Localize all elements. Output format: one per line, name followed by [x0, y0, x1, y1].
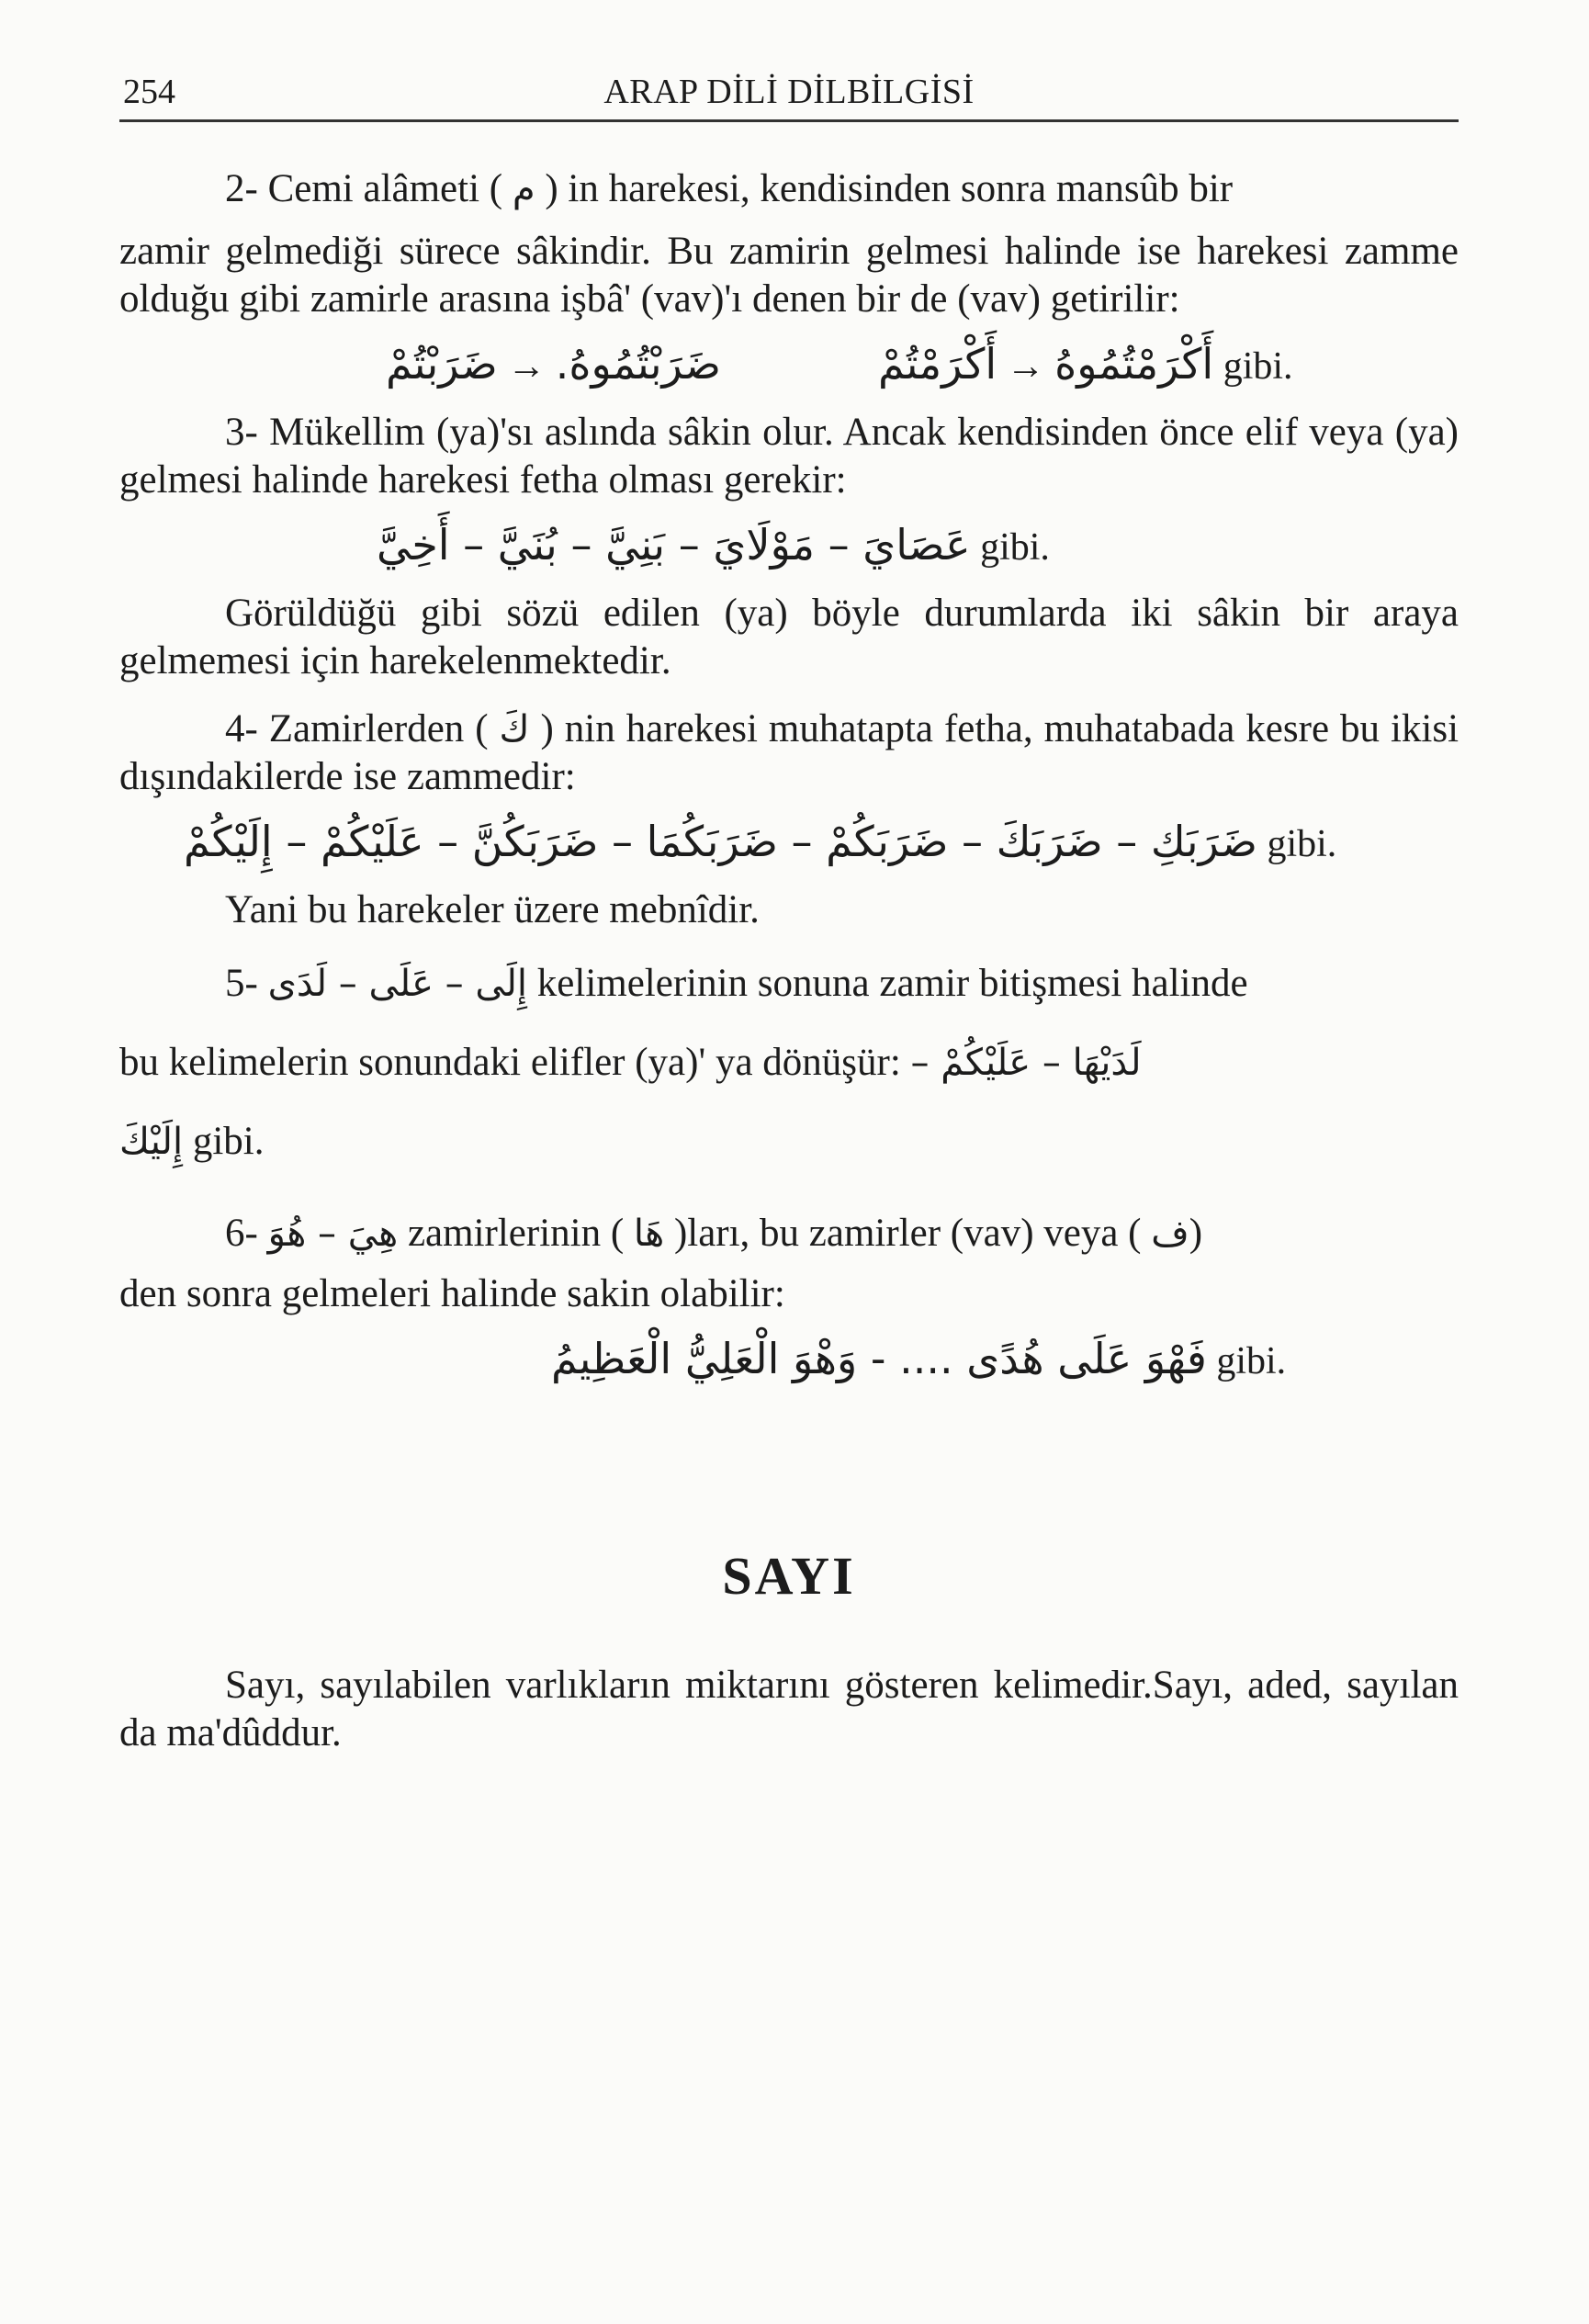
item-3-gibi: gibi.	[980, 526, 1050, 569]
item-4-note: Yani bu harekeler üzere mebnîdir.	[225, 888, 760, 931]
item-2-sign: م	[512, 168, 535, 210]
item-2-rest: ) in harekesi, kendisinden sonra mansûb bir	[545, 167, 1234, 210]
page-number: 254	[123, 73, 175, 111]
item-6-examples	[119, 1322, 1459, 1398]
item-6-first-line	[119, 1210, 1459, 1258]
item-6-rest-3: )	[1189, 1212, 1203, 1255]
arrow-icon: →	[507, 345, 547, 388]
item-2-gibi: gibi.	[1223, 345, 1293, 388]
item-6-sign: هَا	[633, 1213, 665, 1255]
item-6-second-line: den sonra gelmeleri halinde sakin olabilir:	[119, 1272, 785, 1315]
item-6-gibi: gibi.	[1216, 1340, 1287, 1382]
item-5-example-1: لَدَيْهَا – عَلَيْكُمْ –	[910, 1042, 1142, 1084]
item-5-arabic-words: إِلَى – عَلَى – لَدَى	[267, 963, 528, 1005]
item-5-number: 5-	[225, 962, 258, 1005]
item-2-paragraph: zamir gelmediği sürece sâkindir. Bu zamirin gelmesi halinde ise harekesi zamme olduğu gibi zamirle arasına işbâ' (vav)'ı denen bir de (vav) getirilir:	[119, 230, 1459, 321]
item-6-arabic-examples: فَهْوَ عَلَى هُدًى .... - وَهْوَ الْعَلِيُّ الْعَظِيمُ	[551, 1334, 1207, 1383]
item-6-sign-2: ف	[1151, 1213, 1189, 1255]
item-2-example-a1: ضَرَبْتُمْ	[386, 339, 498, 389]
item-5-rest-2: bu kelimelerin sonundaki elifler (ya)' ya dönüşür:	[119, 1041, 901, 1084]
item-6-number: 6-	[225, 1212, 258, 1255]
item-5-rest: kelimelerinin sonuna zamir bitişmesi halinde	[536, 962, 1248, 1005]
item-2-example-a2: ضَرَبْتُمُوهُ.	[555, 339, 721, 389]
arrow-icon: →	[1006, 345, 1045, 388]
item-4-rest: ) nin harekesi muhatapta fetha, muhatabada kesre bu ikisi dışındakilerde ise zammedir:	[119, 707, 1459, 798]
item-4-arabic-examples: ضَرَبَكِ – ضَرَبَكَ – ضَرَبَكُمْ – ضَرَبَكُمَا – ضَرَبَكُنَّ – عَلَيْكُمْ – إِلَيْكُمْ	[184, 817, 1257, 866]
item-4-sign: كَ	[499, 708, 530, 750]
running-title: ARAP DİLİ DİLBİLGİSİ	[603, 73, 975, 111]
item-5-first-line	[119, 960, 1459, 1008]
item-5-second-line	[119, 1039, 1459, 1087]
item-4-examples	[119, 805, 1459, 881]
item-3-examples	[119, 508, 1459, 584]
section-heading: SAYI	[722, 1546, 856, 1606]
item-2-first-line	[119, 165, 1459, 213]
item-3-note: Görüldüğü gibi sözü edilen (ya) böyle durumlarda iki sâkin bir araya gelmemesi için harekelenmektedir.	[119, 592, 1459, 683]
item-5-example-2: إِلَيْكَ	[119, 1121, 184, 1163]
item-2-example-b2: أَكْرَمْتُمُوهُ	[1054, 339, 1214, 389]
item-4-gibi: gibi.	[1267, 823, 1337, 865]
page-content	[119, 165, 1459, 1757]
item-6-arabic-words: هِيَ – هُوَ	[267, 1213, 399, 1255]
page-header	[119, 64, 1459, 122]
item-4-first-line	[119, 705, 1459, 801]
item-5-gibi: gibi.	[192, 1120, 265, 1163]
section-paragraph: Sayı, sayılabilen varlıkların miktarını gösteren kelimedir.Sayı, aded, sayılan da ma'dûddur.	[119, 1664, 1459, 1754]
item-3-paragraph: 3- Mükellim (ya)'sı aslında sâkin olur. Ancak kendisinden önce elif veya (ya) gelmesi halinde harekesi fetha olması gerekir:	[119, 411, 1459, 502]
item-6-rest-2: )ları, bu zamirler (vav) veya (	[673, 1212, 1142, 1255]
item-2-examples	[119, 327, 1459, 403]
item-5-third-line	[119, 1118, 1459, 1166]
item-2-example-b1: أَكْرَمْتُمْ	[877, 339, 997, 389]
item-4-intro: 4- Zamirlerden (	[225, 707, 489, 750]
item-3-arabic-examples: عَصَايَ – مَوْلَايَ – بَنِيَّ – بُنَيَّ – أَخِيَّ	[377, 520, 971, 570]
item-6-rest-1: zamirlerinin (	[407, 1212, 625, 1255]
item-2-intro: 2- Cemi alâmeti (	[225, 167, 503, 210]
